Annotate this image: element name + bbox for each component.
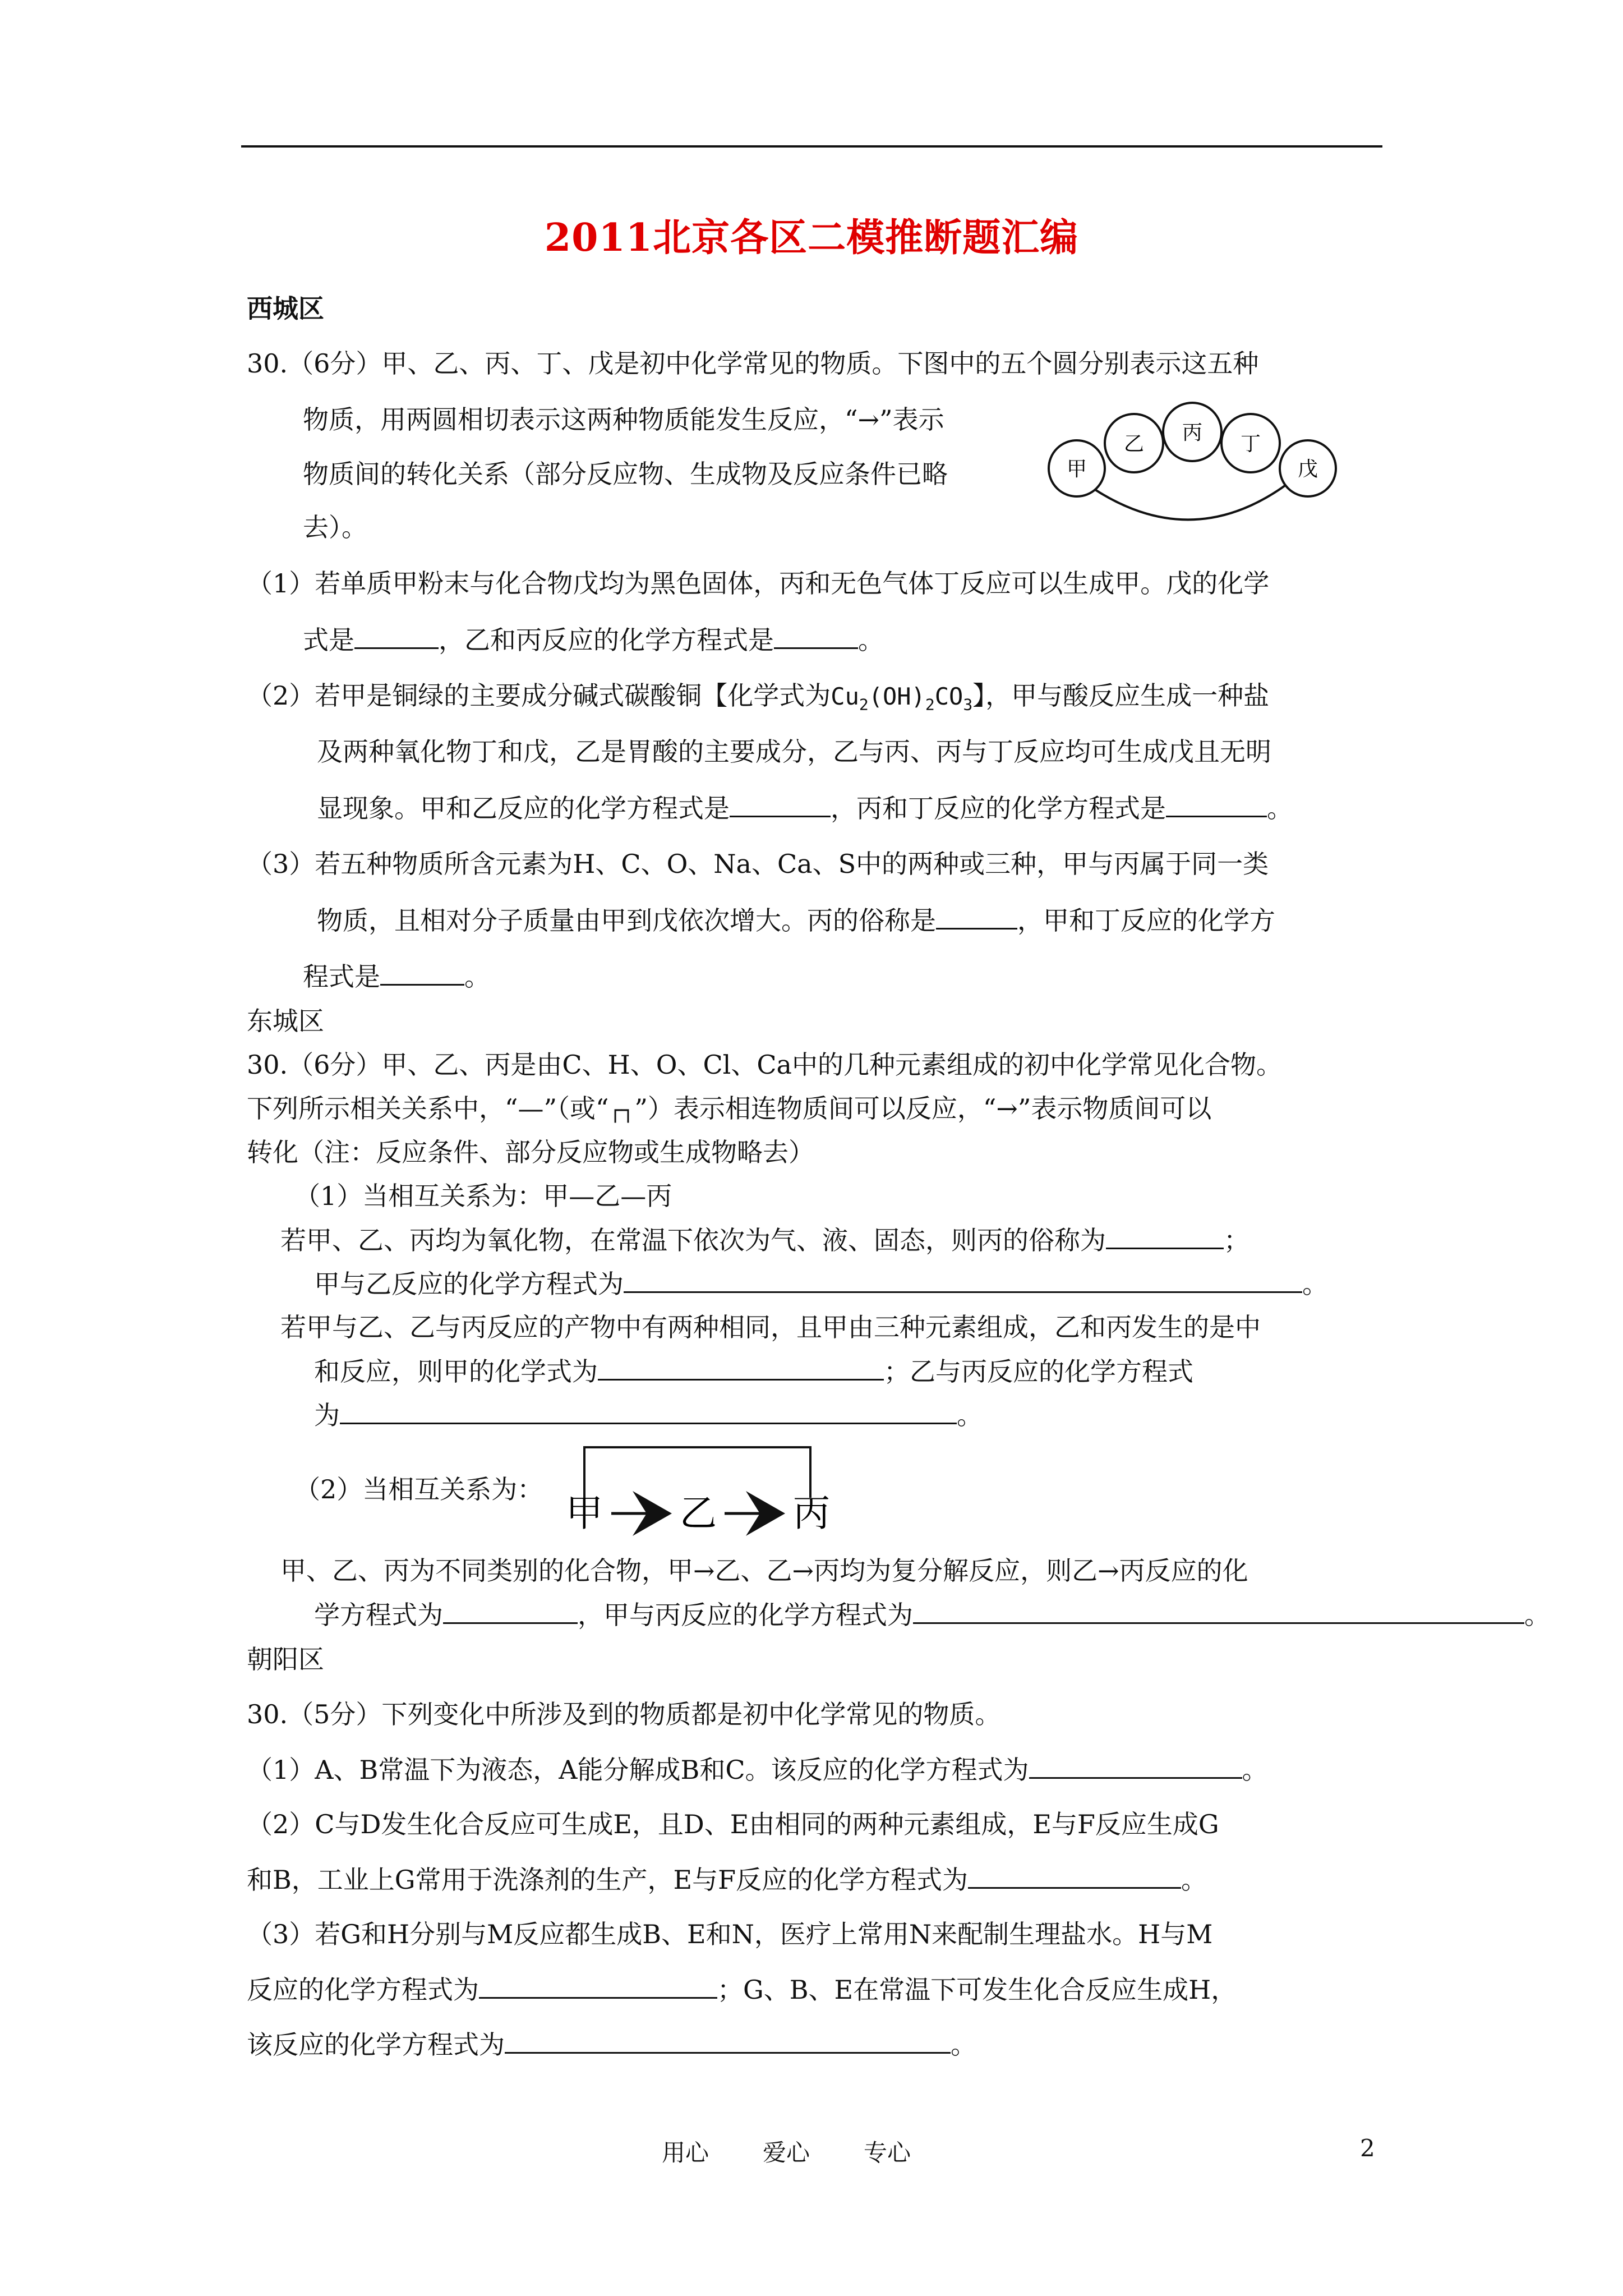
sub-question-line: 学方程式为 ，甲与丙反应的化学方程式为 。 [314,1598,1550,1632]
question-stem-line: 物质间的转化关系（部分反应物、生成物及反应条件已略 [303,459,948,489]
question-stem: 30.（6分）甲、乙、丙是由C、H、O、Cl、Ca中的几种元素组成的初中化学常见化合物。 [247,1050,1282,1080]
answer-blank[interactable] [774,623,858,649]
circle-label: 乙 [1123,432,1145,455]
diagram-label-yi: 乙 [680,1492,717,1535]
page-title: 2011北京各区二模推断题汇编 [544,215,1079,260]
sub-question-line: 甲、乙、丙为不同类别的化合物，甲→乙、乙→丙均为复分解反应，则乙→丙反应的化 [280,1556,1248,1586]
question-stem-line: 下列所示相关关系中，“—”（或“┌┐”）表示相连物质间可以反应，“→”表示物质间可以 [247,1093,1212,1124]
answer-blank[interactable] [913,1598,1524,1624]
sub-question-1: （1）A、B常温下为液态，A能分解成B和C。该反应的化学方程式为 。 [247,1752,1268,1787]
relation-diagram [561,1436,852,1548]
answer-blank[interactable] [354,623,439,649]
question-stem-line: 转化（注：反应条件、部分反应物或生成物略去） [247,1137,814,1167]
sub-question-line: 反应的化学方程式为 ；G、B、E在常温下可发生化合反应生成H， [247,1972,1237,2007]
question-stem-line: 物质，用两圆相切表示这两种物质能发生反应，“→”表示 [303,404,944,435]
sub-question-line: 和反应，则甲的化学式为 ；乙与丙反应的化学方程式 [314,1354,1193,1388]
answer-blank[interactable] [1166,791,1267,817]
sub-question-line: 该反应的化学方程式为 。 [247,2027,976,2062]
section-heading-chaoyang: 朝阳区 [247,1644,324,1674]
circle-label: 丁 [1240,432,1261,455]
answer-blank[interactable] [479,1972,717,1999]
answer-blank[interactable] [624,1267,1302,1293]
question-stem: 30.（5分）下列变化中所涉及到的物质都是初中化学常见的物质。 [247,1699,1001,1729]
answer-blank[interactable] [968,1862,1181,1889]
diagram-label-bing: 丙 [793,1492,830,1535]
footer-motto-2: 爱心 [763,2139,810,2166]
answer-blank[interactable] [598,1354,884,1381]
sub-question-2: （2）若甲是铜绿的主要成分碱式碳酸铜【化学式为$Cu_2(OH)_2CO_3$】，甲与酸反应生成一种盐 [247,680,1270,714]
answer-blank[interactable] [443,1598,578,1624]
answer-blank[interactable] [505,2027,951,2054]
circle-label: 丙 [1182,421,1203,444]
sub-question-3: （3）若G和H分别与M反应都生成B、E和N，医疗上常用N来配制生理盐水。H与M [247,1919,1213,1949]
answer-blank[interactable] [1029,1752,1242,1779]
section-heading-xicheng: 西城区 [247,293,324,324]
footer-motto-3: 专心 [864,2139,911,2166]
footer-motto-1: 用心 [662,2139,709,2166]
sub-question-line: 显现象。甲和乙反应的化学方程式是 ，丙和丁反应的化学方程式是 。 [317,791,1293,825]
header-rule [241,145,1382,148]
sub-question-2: （2）当相互关系为： [294,1474,543,1504]
sub-question-line: 程式是 。 [303,959,490,993]
answer-blank[interactable] [730,791,831,817]
diagram-label-jia: 甲 [566,1492,603,1535]
bracket-symbol: ┌┐ [608,1098,635,1122]
sub-question-line: 式是 ，乙和丙反应的化学方程式是 。 [303,623,884,657]
sub-question-3: （3）若五种物质所含元素为H、C、O、Na、Ca、S中的两种或三种，甲与丙属于同一类 [247,849,1269,879]
sub-question-line: 和B，工业上G常用于洗涤剂的生产，E与F反应的化学方程式为 。 [247,1862,1207,1897]
question-stem: 30.（6分）甲、乙、丙、丁、戊是初中化学常见的物质。下图中的五个圆分别表示这五种 [247,348,1259,379]
reaction-bracket [584,1447,810,1498]
sub-question-1: （1）当相互关系为：甲—乙—丙 [294,1181,672,1211]
circle-label: 戊 [1297,458,1318,481]
sub-question-line: 为 。 [314,1398,983,1432]
five-circle-diagram [1043,387,1357,550]
sub-question-line: 物质，且相对分子质量由甲到戊依次增大。丙的俗称是 ，甲和丁反应的化学方 [317,903,1275,937]
answer-blank[interactable] [936,903,1017,930]
conversion-arrow [1077,468,1307,519]
sub-question-line: 若甲、乙、丙均为氧化物，在常温下依次为气、液、固态，则丙的俗称为 ； [280,1223,1249,1257]
sub-question-line: 若甲与乙、乙与丙反应的产物中有两种相同，且甲由三种元素组成，乙和丙发生的是中 [280,1312,1261,1342]
section-heading-dongcheng: 东城区 [247,1006,324,1036]
answer-blank[interactable] [1106,1223,1224,1249]
question-stem-line: 去）。 [303,512,367,542]
sub-question-2: （2）C与D发生化合反应可生成E，且D、E由相同的两种元素组成，E与F反应生成G [247,1809,1219,1839]
answer-blank[interactable] [340,1398,957,1424]
sub-question-line: 甲与乙反应的化学方程式为 。 [314,1267,1328,1301]
sub-question-1: （1）若单质甲粉末与化合物戊均为黑色固体，丙和无色气体丁反应可以生成甲。戊的化学 [247,568,1270,599]
page-number: 2 [1360,2134,1375,2162]
sub-question-line: 及两种氧化物丁和戊，乙是胃酸的主要成分，乙与丙、丙与丁反应均可生成戊且无明 [317,737,1271,767]
answer-blank[interactable] [380,959,464,986]
circle-label: 甲 [1066,458,1087,481]
